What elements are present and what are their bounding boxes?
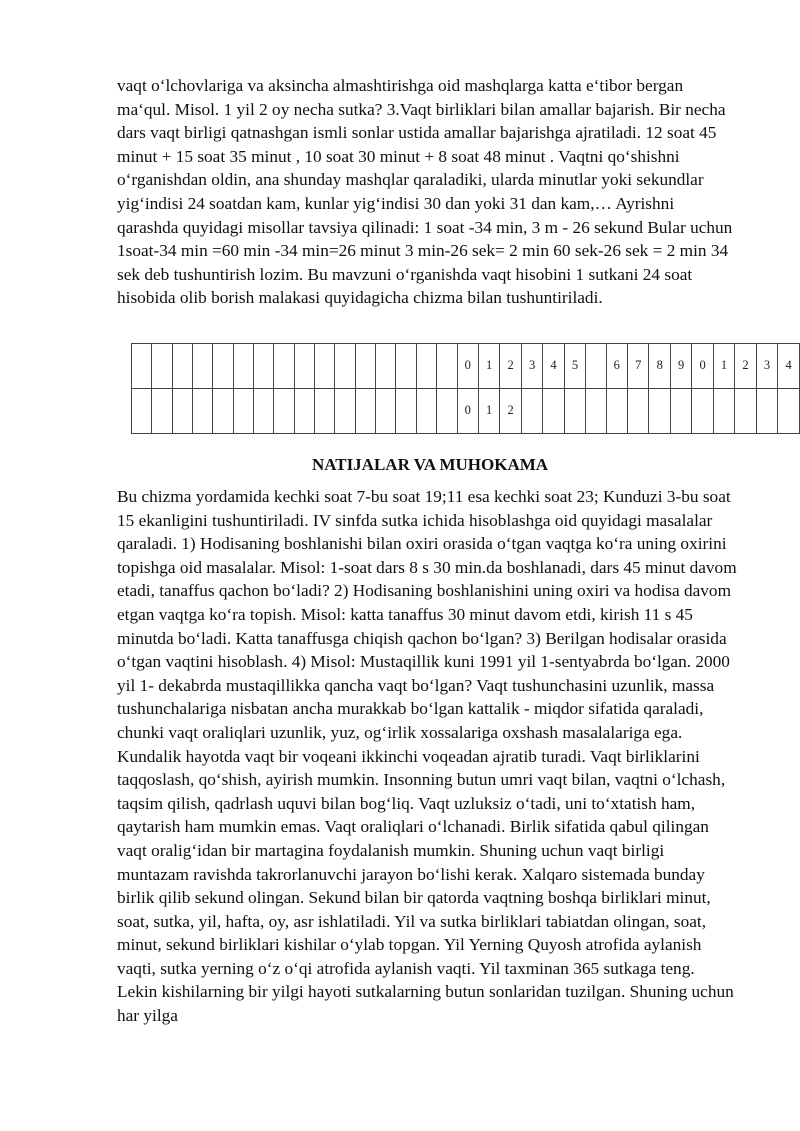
grid-cell: 0 xyxy=(457,389,478,434)
grid-cell xyxy=(756,389,777,434)
grid-cell xyxy=(376,344,396,389)
grid-cell xyxy=(315,389,335,434)
grid-cell xyxy=(416,344,436,389)
grid-cell: 0 xyxy=(457,344,478,389)
grid-cell: 8 xyxy=(649,344,670,389)
section-heading: NATIJALAR VA MUHOKAMA xyxy=(311,455,549,474)
grid-cell xyxy=(254,389,274,434)
grid-cell xyxy=(172,344,192,389)
grid-cell xyxy=(315,344,335,389)
grid-cell: 3 xyxy=(756,344,777,389)
grid-cell xyxy=(193,344,213,389)
grid-cell xyxy=(274,344,294,389)
grid-cell: 9 xyxy=(670,344,691,389)
grid-cell xyxy=(335,389,355,434)
paragraph-intro: vaqt o‘lchovlariga va aksincha almashtirishga oid mashqlarga katta e‘tibor bergan ma‘qul. Misol. 1 yil 2 oy necha sutka? 3.Vaqt birliklari bilan amallar bajarish. Bir necha dars vaqt birligi qatnashgan ismli sonlar ustida amallar bajarishga ajratiladi. 12 soat 45 minut + 15 soat 35 minut , 10 soat 30 minut + 8 soat 48 minut . Vaqtni qo‘shishni o‘rganishdan oldin, ana shunday mashqlar qaraladiki, ularda minutlar yoki sekundlar yig‘indisi 24 soatdan kam, kunlar yig‘indisi 30 dan yoki 31 dan kam,… Ayrishni qarashda quyidagi misollar tavsiya qilinadi: 1 soat -34 min, 3 m - 26 sekund Bular uchun 1soat-34 min =60 min -34 min=26 minut 3 min-26 sek= 2 min 60 sek-26 sek = 2 min 34 sek deb tushuntirish lozim. Bu mavzuni o‘rganishda vaqt hisobini 1 sutkani 24 soat hisobida olib borish malakasi quyidagicha chizma bilan tushuntiriladi. xyxy=(117,76,733,308)
grid-cell xyxy=(294,344,314,389)
grid-cell xyxy=(376,389,396,434)
grid-cell xyxy=(233,344,253,389)
grid-cell xyxy=(628,389,649,434)
grid-cell xyxy=(396,389,416,434)
grid-cell xyxy=(274,389,294,434)
grid-cell xyxy=(670,389,691,434)
grid-cell xyxy=(521,389,542,434)
grid-cell xyxy=(233,389,253,434)
grid-cell xyxy=(586,344,606,389)
grid-cell xyxy=(254,344,274,389)
grid-cell xyxy=(335,344,355,389)
grid-cell xyxy=(564,389,585,434)
grid-cell xyxy=(713,389,734,434)
grid-cell: 4 xyxy=(778,344,800,389)
grid-cell xyxy=(213,389,233,434)
grid-cell: 6 xyxy=(606,344,627,389)
grid-cell xyxy=(416,389,436,434)
grid-cell: 1 xyxy=(478,389,499,434)
grid-cell xyxy=(152,344,172,389)
grid-cell xyxy=(692,389,713,434)
grid-cell xyxy=(213,344,233,389)
grid-cell xyxy=(132,344,152,389)
grid-cell: 5 xyxy=(564,344,585,389)
grid-cell: 2 xyxy=(735,344,756,389)
grid-cell xyxy=(437,389,457,434)
time-scale-grid xyxy=(131,343,800,434)
grid-cell xyxy=(193,389,213,434)
grid-cell xyxy=(543,389,564,434)
grid-cell xyxy=(355,344,375,389)
grid-cell xyxy=(649,389,670,434)
grid-cell xyxy=(778,389,800,434)
grid-row-days xyxy=(132,389,800,434)
grid-cell xyxy=(735,389,756,434)
grid-cell xyxy=(294,389,314,434)
grid-cell: 0 xyxy=(692,344,713,389)
grid-cell xyxy=(396,344,416,389)
grid-cell: 7 xyxy=(628,344,649,389)
grid-cell: 3 xyxy=(521,344,542,389)
grid-cell xyxy=(606,389,627,434)
grid-cell: 2 xyxy=(500,389,521,434)
grid-cell xyxy=(437,344,457,389)
grid-cell: 2 xyxy=(500,344,521,389)
paragraph-results: Bu chizma yordamida kechki soat 7-bu soat 19;11 esa kechki soat 23; Kunduzi 3-bu soat 15 ekanligini tushuntiriladi. IV sinfda sutka ichida hisoblashga oid quyidagi masalalar qaraladi. 1) Hodisaning boshlanishi bilan oxiri orasida o‘tgan vaqtga ko‘ra uning oxirini topishga oid masalalar. Misol: 1-soat dars 8 s 30 min.da boshlanadi, dars 45 minut davom etadi, tanaffus qachon bo‘ladi? 2) Hodisaning boshlanishini uning oxiri va hodisa davom etgan vaqtga ko‘ra topish. Misol: katta tanaffus 30 minut davom etdi, kirish 11 s 45 minutda bo‘ladi. Katta tanaffusga chiqish qachon bo‘lgan? 3) Berilgan hodisalar orasida o‘tgan vaqtini hisoblash. 4) Misol: Mustaqillik kuni 1991 yil 1-sentyabrda bo‘lgan. 2000 yil 1- dekabrda mustaqillikka qancha vaqt bo‘lgan? Vaqt tushunchasini uzunlik, massa tushunchalariga nisbatan ancha murakkab bo‘lgan kattalik - miqdor sifatida qaraladi, chunki vaqt oraliqlari uzunlik, yuz, og‘irlik xossalariga oxshash masalalariga ega. Kundalik hayotda vaqt bir voqeani ikkinchi voqeadan ajratib turadi. Vaqt birliklarini taqqoslash, qo‘shish, ayirish mumkin. Insonning butun umri vaqt bilan, vaqtni o‘lchash, taqsim qilish, qadrlash uquvi bilan bog‘liq. Vaqt uzluksiz o‘tadi, uni to‘xtatish ham, qaytarish ham mumkin emas. Vaqt oraliqlari o‘lchanadi. Birlik sifatida qabul qilingan vaqt oralig‘idan bir martagina foydalanish mumkin. Shuning uchun vaqt birligi muntazam ravishda takrorlanuvchi jarayon bo‘lishi kerak. Xalqaro sistemada bunday birlik qilib sekund olingan. Sekund bilan bir qatorda vaqtning boshqa birliklari minut, soat, sutka, yil, hafta, oy, asr ishlatiladi. Yil va sutka birliklari tabiatdan olingan, soat, minut, sekund birliklari kishilar o‘ylab topgan. Yil Yerning Quyosh atrofida aylanish vaqti, sutka yerning o‘z o‘qi atrofida aylanish vaqti. Yil taxminan 365 sutkaga teng. Lekin kishilarning bir yilgi hayoti sutkalarning butun sonlaridan tuzilgan. Shuning uchun har yilga xyxy=(117,487,737,1026)
grid-row-hours xyxy=(132,344,800,389)
grid-cell: 1 xyxy=(478,344,499,389)
grid-cell xyxy=(132,389,152,434)
grid-cell xyxy=(355,389,375,434)
grid-cell: 4 xyxy=(543,344,564,389)
grid-cell xyxy=(172,389,192,434)
grid-cell: 1 xyxy=(713,344,734,389)
grid-cell xyxy=(586,389,606,434)
grid-cell xyxy=(152,389,172,434)
